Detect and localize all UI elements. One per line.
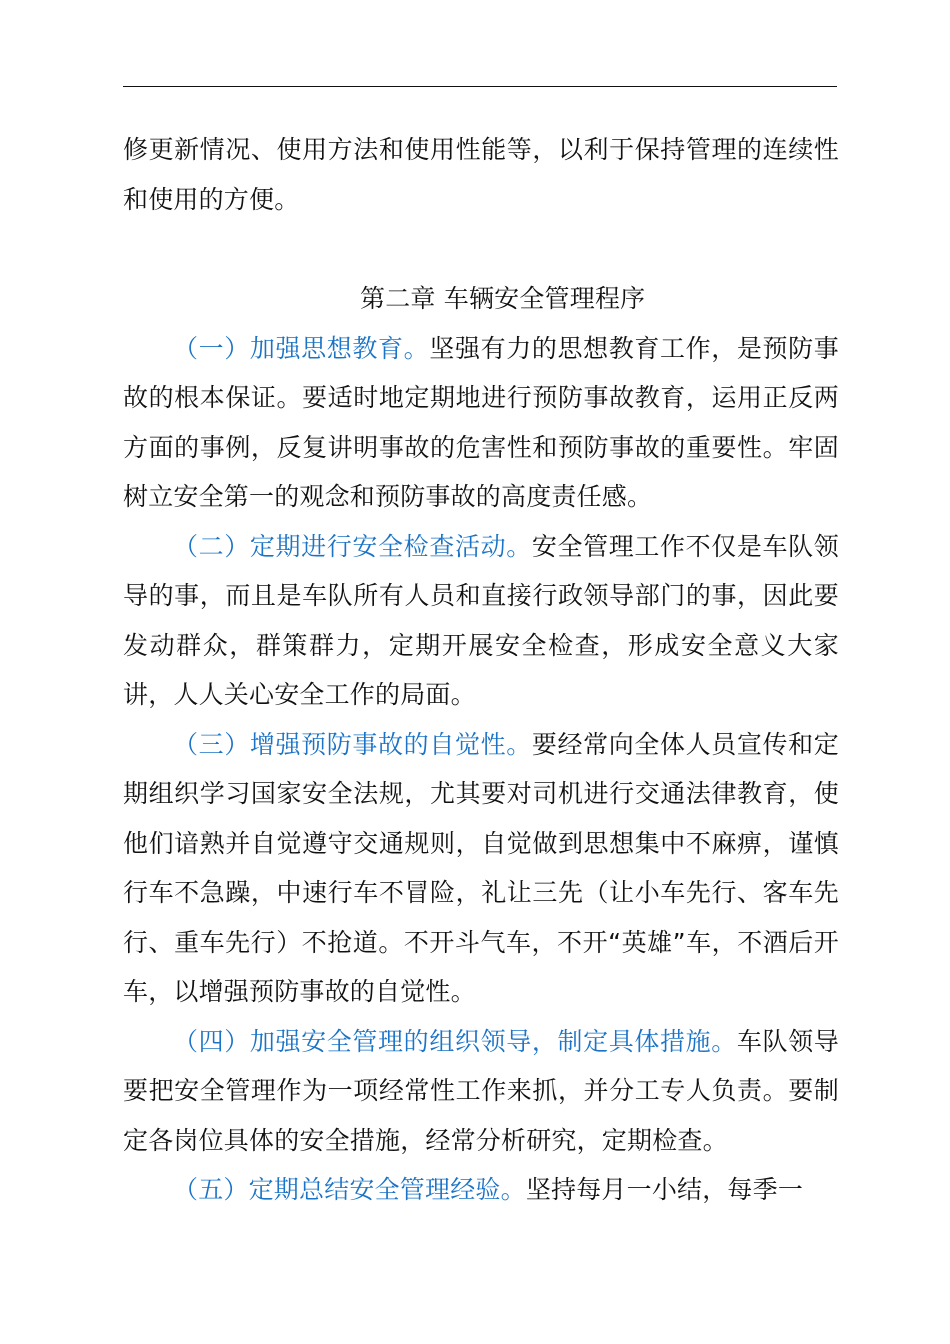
section-heading-2: （二）定期进行安全检查活动。 (173, 531, 532, 561)
section-text-5: 坚持每月一小结，每季一 (525, 1175, 804, 1204)
section-heading-1: （一）加强思想教育。 (173, 333, 430, 363)
section-text-3: 要经常向全体人员宣传和定期组织学习国家安全法规，尤其要对司机进行交通法律教育，使他们谙熟并自觉遵守交通规则，自觉做到思想集中不麻痹，谨慎行车不急躁，中速行车不冒险，礼让三先（让小车先行、客车先行、重车先行）不抢道。不开斗气车，不开“英雄”车，不酒后开车，以增强预防事故的自觉性。 (123, 729, 839, 1006)
section-paragraph-5 (123, 1165, 839, 1215)
section-text-4: 车队领导要把安全管理作为一项经常性工作来抓，并分工专人负责。要制定各岗位具体的安全措施，经常分析研究，定期检查。 (123, 1026, 839, 1155)
chapter-title: 第二章 车辆安全管理程序 (360, 284, 646, 313)
section-heading-3: （三）增强预防事故的自觉性。 (173, 729, 532, 759)
document-body (123, 125, 839, 1215)
section-heading-5: （五）定期总结安全管理经验。 (173, 1175, 526, 1204)
section-paragraph-1 (123, 324, 839, 522)
section-paragraph-2 (123, 522, 839, 720)
continued-paragraph: 修更新情况、使用方法和使用性能等，以利于保持管理的连续性和使用的方便。 (123, 135, 839, 214)
section-text-2: 安全管理工作不仅是车队领导的事，而且是车队所有人员和直接行政领导部门的事，因此要发动群众，群策群力，定期开展安全检查，形成安全意义大家讲，人人关心安全工作的局面。 (123, 531, 839, 709)
section-heading-4: （四）加强安全管理的组织领导，制定具体措施。 (173, 1026, 737, 1056)
chapter-spacing (123, 224, 839, 274)
section-text-1: 坚强有力的思想教育工作，是预防事故的根本保证。要适时地定期地进行预防事故教育，运用正反两方面的事例，反复讲明事故的危害性和预防事故的重要性。牢固树立安全第一的观念和预防事故的高度责任感。 (123, 333, 839, 511)
header-rule (123, 86, 837, 87)
section-paragraph-3 (123, 720, 839, 1017)
section-paragraph-4 (123, 1017, 839, 1166)
